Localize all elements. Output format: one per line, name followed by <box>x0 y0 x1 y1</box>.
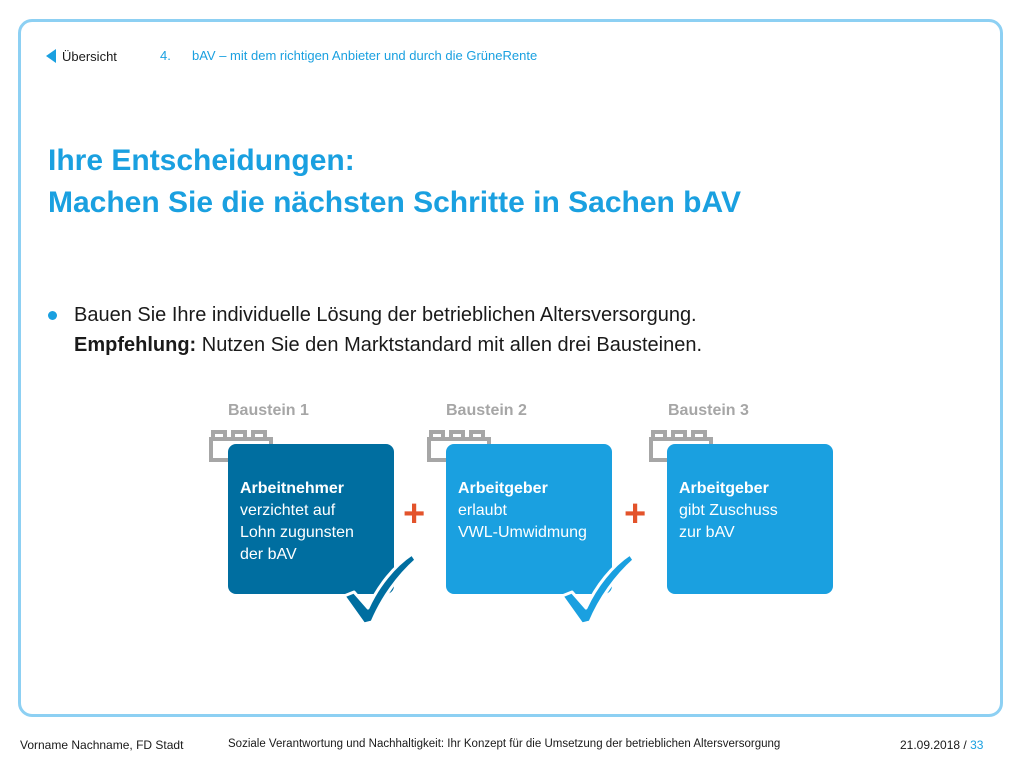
checkmark-icon <box>338 550 418 628</box>
baustein-3-body: gibt Zuschuss zur bAV <box>679 502 778 541</box>
footer-separator: / <box>960 738 971 752</box>
overview-label: Übersicht <box>62 48 117 64</box>
baustein-2-head: Arbeitgeber <box>458 480 548 497</box>
bullet-emphasis: Empfehlung: <box>74 334 197 356</box>
page-title <box>48 140 741 224</box>
overview-nav <box>46 46 117 66</box>
baustein-1-head: Arbeitnehmer <box>240 480 345 497</box>
overview-back-button[interactable] <box>46 49 117 64</box>
plus-icon: + <box>624 493 647 535</box>
baustein-1-label: Baustein 1 <box>228 402 309 419</box>
footer-author: Vorname Nachname, FD Stadt <box>20 738 184 752</box>
baustein-3-label: Baustein 3 <box>668 402 749 419</box>
footer-date-page <box>900 738 983 752</box>
baustein-1-body: verzichtet auf Lohn zugunsten der bAV <box>240 502 354 563</box>
baustein-2-body: erlaubt VWL-Umwidmung <box>458 502 587 541</box>
bullet-line1: Bauen Sie Ihre individuelle Lösung der betrieblichen Altersversorgung. <box>74 304 697 326</box>
page-title-line1: Ihre Entscheidungen: <box>48 144 355 177</box>
baustein-3-card <box>667 444 833 594</box>
bullet-dot-icon <box>48 311 57 320</box>
footer-page-number: 33 <box>970 738 984 752</box>
footer-date: 21.09.2018 <box>900 738 961 752</box>
page-title-line2: Machen Sie die nächsten Schritte in Sachen bAV <box>48 186 741 219</box>
bullet-line2-text: Nutzen Sie den Marktstandard mit allen drei Bausteinen. <box>196 334 703 356</box>
triangle-left-icon <box>46 49 56 63</box>
checkmark-icon <box>556 550 636 628</box>
slide-frame <box>18 19 1003 717</box>
baustein-3-head: Arbeitgeber <box>679 480 769 497</box>
breadcrumb-section-title[interactable]: bAV – mit dem richtigen Anbieter und durch die GrüneRente <box>192 48 538 63</box>
bullet-line2 <box>74 330 702 360</box>
baustein-2-label: Baustein 2 <box>446 402 527 419</box>
footer-title: Soziale Verantwortung und Nachhaltigkeit: Ihr Konzept für die Umsetzung der betrieblichen Altersversorgung <box>228 738 781 750</box>
breadcrumb-section-number[interactable]: 4. <box>160 48 171 63</box>
bullet-item <box>48 300 702 360</box>
plus-icon: + <box>403 493 426 535</box>
